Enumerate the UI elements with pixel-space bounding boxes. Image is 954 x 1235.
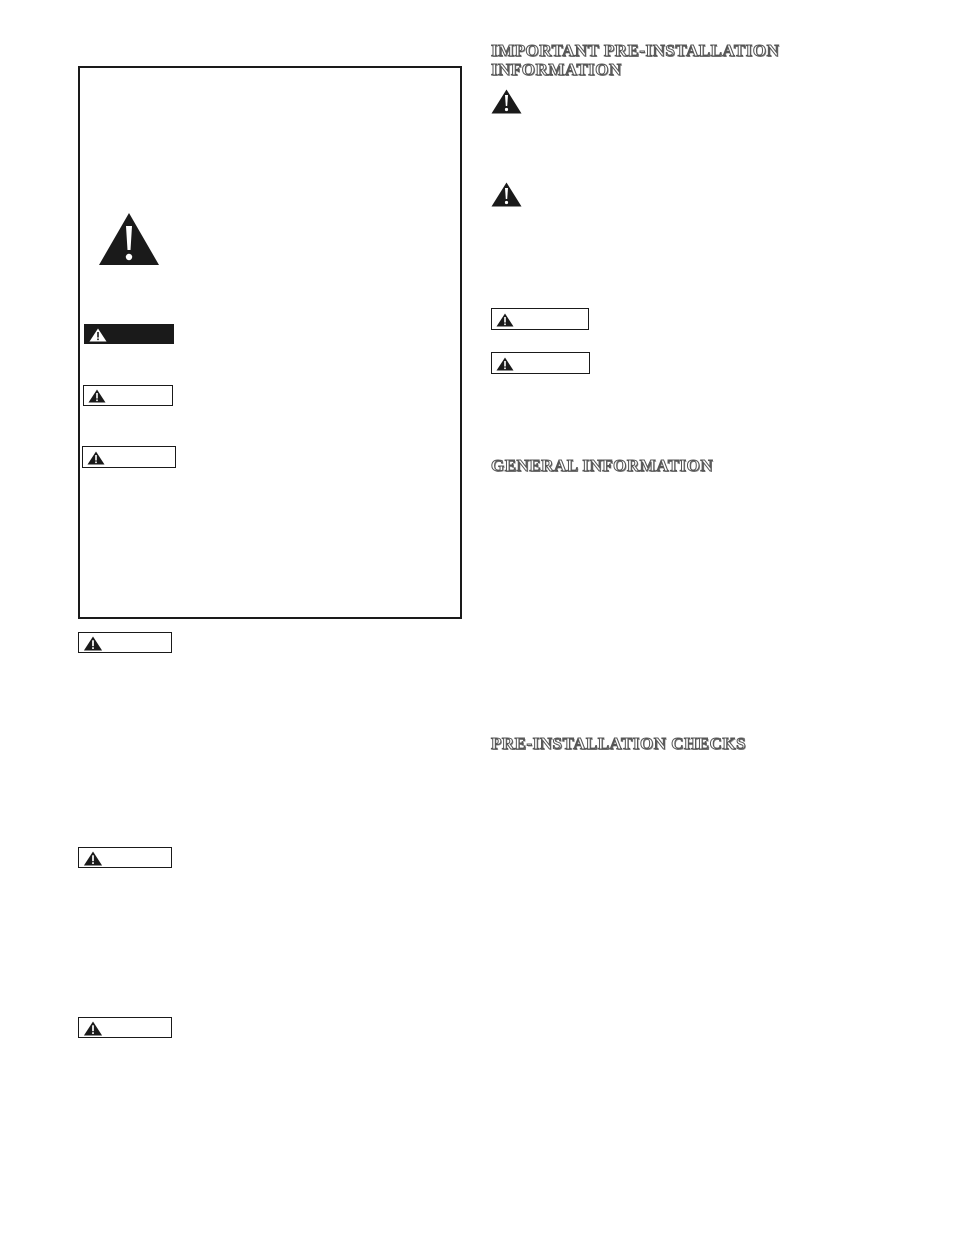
warning-signal-badge (83, 385, 173, 406)
warning-signal-badge-4 (491, 308, 589, 330)
safety-alert-icon-2 (491, 182, 522, 207)
safety-alert-icon-1 (491, 89, 522, 114)
alert-triangle-icon (88, 389, 106, 403)
general-information-heading: GENERAL INFORMATION (491, 456, 714, 475)
large-safety-alert-icon (98, 212, 160, 266)
alert-triangle-icon (83, 851, 103, 866)
warning-signal-badge-2 (78, 847, 172, 868)
alert-triangle-icon (83, 1021, 103, 1036)
alert-triangle-icon (496, 357, 514, 371)
alert-triangle-icon (496, 313, 514, 327)
warning-signal-badge-1 (78, 632, 172, 653)
pre-installation-checks-heading: PRE-INSTALLATION CHECKS (491, 734, 747, 753)
warning-signal-badge-3 (78, 1017, 172, 1038)
alert-triangle-icon (87, 451, 105, 465)
alert-triangle-icon (89, 328, 107, 342)
caution-signal-badge (82, 446, 176, 468)
warning-signal-badge-5 (491, 352, 590, 374)
pre-installation-info-heading: IMPORTANT PRE-INSTALLATION INFORMATION (491, 41, 780, 79)
alert-triangle-icon (83, 636, 103, 651)
danger-signal-badge (84, 324, 174, 344)
